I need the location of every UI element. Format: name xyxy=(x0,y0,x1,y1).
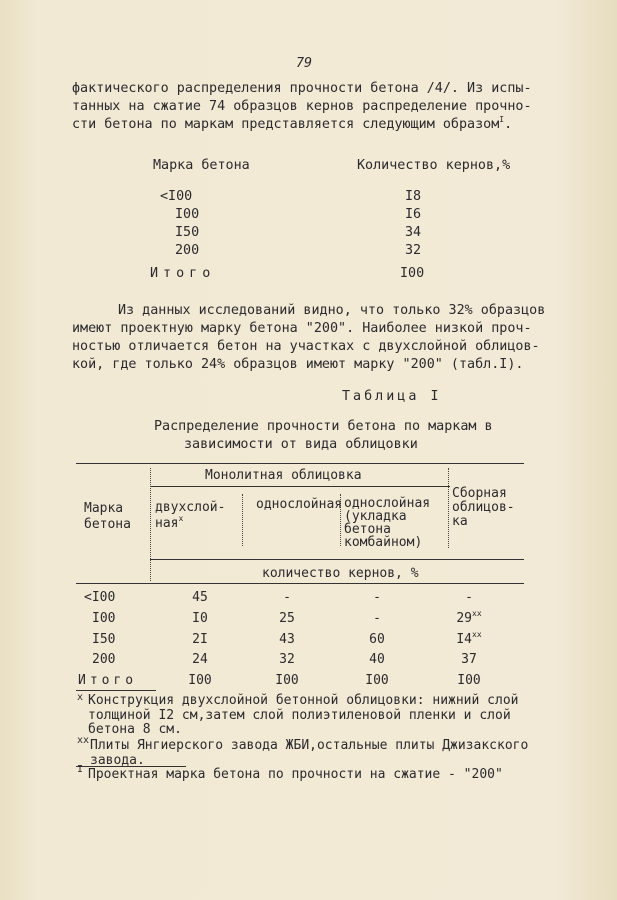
col-header-mark: Марка бетона xyxy=(84,501,131,532)
table-cell: 2I xyxy=(192,632,208,647)
page-number: 79 xyxy=(296,56,313,71)
table-cell: 43 xyxy=(279,632,295,647)
col-header-one-layer: однослойная xyxy=(256,497,343,512)
col-header-two-layer: двухслой- ная$^x$ xyxy=(155,500,226,531)
subheader-count: количество кернов, % xyxy=(262,566,419,581)
para2-line-3: ностью отличается бетон на участках с двухслойной облицов- xyxy=(72,339,540,354)
summary-header-mark: Марка бетона xyxy=(153,158,250,173)
summary-total-count: I00 xyxy=(400,266,425,281)
summary-row-count: 34 xyxy=(405,225,422,240)
footnote-2: Плиты Янгиерского завода ЖБИ,остальные плиты Джизакского завода. xyxy=(90,738,529,768)
intro-line-1: фактического распределения прочности бетона /4/. Из испы- xyxy=(72,81,532,96)
col-separator xyxy=(242,494,243,546)
table-top-rule xyxy=(76,463,524,464)
summary-row-mark: 200 xyxy=(175,243,200,258)
table-row-mark: I50 xyxy=(92,632,116,647)
table-label: Таблица I xyxy=(342,389,442,404)
table-cell: 60 xyxy=(369,632,385,647)
summary-row-mark: I50 xyxy=(175,225,200,240)
table-cell: - xyxy=(373,590,381,605)
summary-total-label: Итого xyxy=(150,266,216,281)
summary-row-mark: <I00 xyxy=(160,189,193,204)
table-row-mark: I00 xyxy=(92,611,116,626)
col-header-prefab: Сборная облицов- ка xyxy=(452,486,515,529)
table-cell: 24 xyxy=(192,652,208,667)
col-separator xyxy=(150,468,151,581)
intro-footnote-ref: I xyxy=(499,115,505,124)
table-cell: - xyxy=(373,611,381,626)
group-rule xyxy=(150,486,450,487)
table-title-line-1: Распределение прочности бетона по маркам в xyxy=(154,419,493,434)
para2-line-2: имеют проектную марку бетона "200". Наиболее низкой проч- xyxy=(72,321,532,336)
intro-line-2: танных на сжатие 74 образцов кернов распределение прочно- xyxy=(72,99,532,114)
table-total-label: Итого xyxy=(78,673,138,688)
subheader-top-rule xyxy=(150,559,524,560)
col-header-one-layer-combine: однослойная (укладка бетона комбайном) xyxy=(344,496,431,550)
summary-row-count: I8 xyxy=(405,189,422,204)
col-separator xyxy=(448,468,449,548)
table-cell: 29$^{xx}$ xyxy=(456,609,482,626)
summary-row-mark: I00 xyxy=(175,207,200,222)
table-total-cell: I00 xyxy=(365,673,389,688)
table-title-line-2: зависимости от вида облицовки xyxy=(184,437,418,452)
table-cell: I4$^{xx}$ xyxy=(456,630,482,647)
table-cell: - xyxy=(283,590,291,605)
intro-line-3: сти бетона по маркам представляется следующим образом$^I$. xyxy=(72,115,513,132)
table-cell: - xyxy=(465,590,473,605)
footnote-3: Проектная марка бетона по прочности на сжатие - "200" xyxy=(88,767,503,782)
table-total-cell: I00 xyxy=(188,673,212,688)
table-cell: 25 xyxy=(279,611,295,626)
table-total-cell: I00 xyxy=(275,673,299,688)
header-bottom-rule xyxy=(76,583,524,584)
table-cell: 37 xyxy=(461,652,477,667)
table-row-mark: 200 xyxy=(92,652,116,667)
footnote-1-marker: x xyxy=(77,692,84,703)
footnote-1: Конструкция двухслойной бетонной облицовки: нижний слой толщиной I2 см,затем слой полиэтиленовой пленки и слой бетона 8 см. xyxy=(88,693,519,737)
group-header-monolith: Монолитная облицовка xyxy=(205,468,362,483)
summary-row-count: I6 xyxy=(405,207,422,222)
table-cell: 45 xyxy=(192,590,208,605)
footnote-2-marker: xx xyxy=(77,735,90,746)
summary-header-count: Количество кернов,% xyxy=(357,158,511,173)
footnote-rule xyxy=(76,690,156,691)
table-cell: 32 xyxy=(279,652,295,667)
para2-line-1: Из данных исследований видно, что только 32% образцов xyxy=(118,303,546,318)
summary-row-count: 32 xyxy=(405,243,422,258)
table-cell: I0 xyxy=(192,611,208,626)
table-cell: 40 xyxy=(369,652,385,667)
footnote-3-marker: I xyxy=(77,764,84,775)
para2-line-4: кой, где только 24% образцов имеют марку "200" (табл.I). xyxy=(72,357,524,372)
table-row-mark: <I00 xyxy=(84,590,116,605)
table-total-cell: I00 xyxy=(457,673,481,688)
